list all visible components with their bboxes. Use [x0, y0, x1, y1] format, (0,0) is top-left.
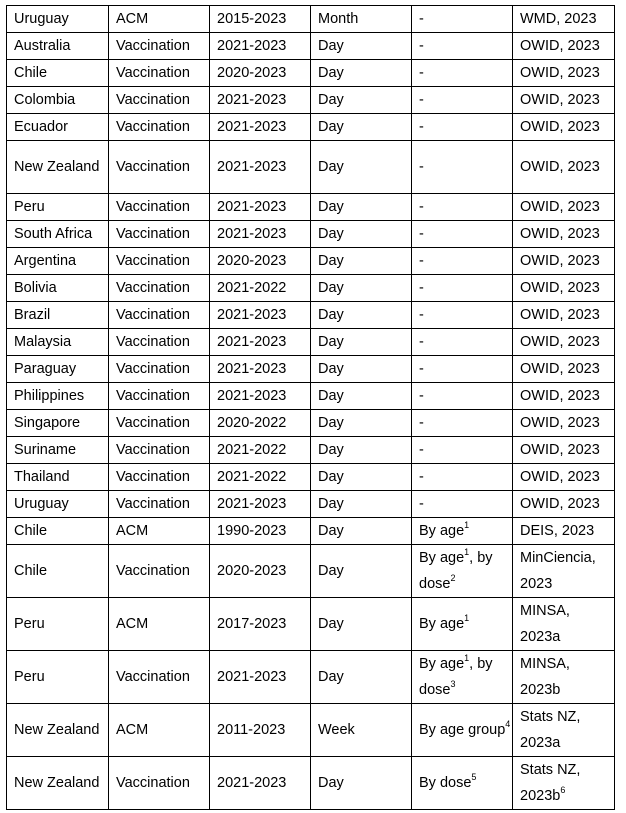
table-row — [7, 302, 615, 329]
source-cell: OWID, 2023 — [513, 383, 615, 410]
table-row — [7, 383, 615, 410]
data-type-cell: Vaccination — [109, 141, 210, 194]
data-type-cell: Vaccination — [109, 221, 210, 248]
period-cell: 2017-2023 — [210, 598, 311, 651]
stratification-text: By age — [419, 656, 465, 672]
stratification-cell: - — [412, 60, 513, 87]
country-cell: Paraguay — [7, 356, 109, 383]
stratification-cell: - — [412, 302, 513, 329]
data-type-cell: ACM — [109, 704, 210, 757]
stratification-cell: - — [412, 6, 513, 33]
country-cell: Singapore — [7, 410, 109, 437]
table-row — [7, 141, 615, 194]
data-type-cell: Vaccination — [109, 87, 210, 114]
table-row — [7, 464, 615, 491]
table-row — [7, 491, 615, 518]
country-cell: Uruguay — [7, 6, 109, 33]
data-type-cell: Vaccination — [109, 464, 210, 491]
country-cell: Chile — [7, 60, 109, 87]
resolution-cell: Day — [311, 221, 412, 248]
source-text: Stats NZ, 2023b — [520, 762, 581, 804]
footnote-marker: 5 — [471, 772, 477, 783]
period-cell: 2011-2023 — [210, 704, 311, 757]
period-cell: 2021-2023 — [210, 141, 311, 194]
table-row — [7, 437, 615, 464]
data-type-cell: Vaccination — [109, 33, 210, 60]
source-cell: OWID, 2023 — [513, 302, 615, 329]
data-type-cell: Vaccination — [109, 651, 210, 704]
resolution-cell: Day — [311, 545, 412, 598]
country-cell: Australia — [7, 33, 109, 60]
period-cell: 2021-2023 — [210, 194, 311, 221]
resolution-cell: Day — [311, 437, 412, 464]
period-cell: 2020-2022 — [210, 410, 311, 437]
table-row — [7, 704, 615, 757]
data-type-cell: Vaccination — [109, 437, 210, 464]
country-cell: Chile — [7, 545, 109, 598]
resolution-cell: Day — [311, 60, 412, 87]
stratification-cell: - — [412, 275, 513, 302]
source-cell: OWID, 2023 — [513, 464, 615, 491]
period-cell: 2021-2023 — [210, 221, 311, 248]
table-row — [7, 194, 615, 221]
country-cell: New Zealand — [7, 757, 109, 810]
period-cell: 2021-2022 — [210, 437, 311, 464]
stratification-text: , by dose — [419, 550, 493, 592]
source-cell: OWID, 2023 — [513, 491, 615, 518]
period-cell: 2021-2023 — [210, 383, 311, 410]
period-cell: 2021-2023 — [210, 302, 311, 329]
source-cell: MINSA, 2023b — [513, 651, 615, 704]
data-type-cell: Vaccination — [109, 757, 210, 810]
stratification-cell: - — [412, 33, 513, 60]
stratification-text: By age — [419, 523, 465, 539]
data-type-cell: Vaccination — [109, 275, 210, 302]
table-row — [7, 33, 615, 60]
resolution-cell: Day — [311, 275, 412, 302]
stratification-cell: - — [412, 329, 513, 356]
country-cell: Chile — [7, 518, 109, 545]
country-cell: Malaysia — [7, 329, 109, 356]
resolution-cell: Day — [311, 757, 412, 810]
country-cell: Brazil — [7, 302, 109, 329]
period-cell: 2021-2023 — [210, 33, 311, 60]
data-type-cell: Vaccination — [109, 329, 210, 356]
resolution-cell: Day — [311, 141, 412, 194]
country-cell: Suriname — [7, 437, 109, 464]
resolution-cell: Day — [311, 33, 412, 60]
stratification-cell: - — [412, 141, 513, 194]
country-cell: Peru — [7, 598, 109, 651]
table-row — [7, 114, 615, 141]
country-cell: New Zealand — [7, 141, 109, 194]
stratification-cell: - — [412, 356, 513, 383]
data-type-cell: Vaccination — [109, 114, 210, 141]
data-type-cell: ACM — [109, 518, 210, 545]
stratification-cell: - — [412, 410, 513, 437]
country-cell: Bolivia — [7, 275, 109, 302]
data-type-cell: Vaccination — [109, 248, 210, 275]
source-cell: OWID, 2023 — [513, 356, 615, 383]
data-type-cell: ACM — [109, 598, 210, 651]
stratification-text: By age — [419, 616, 465, 632]
resolution-cell: Day — [311, 356, 412, 383]
table-row — [7, 221, 615, 248]
table-row — [7, 60, 615, 87]
stratification-cell: - — [412, 437, 513, 464]
source-cell: OWID, 2023 — [513, 437, 615, 464]
country-cell: Peru — [7, 194, 109, 221]
resolution-cell: Day — [311, 410, 412, 437]
data-type-cell: ACM — [109, 6, 210, 33]
resolution-cell: Day — [311, 383, 412, 410]
stratification-cell: - — [412, 194, 513, 221]
source-cell: OWID, 2023 — [513, 194, 615, 221]
period-cell: 2020-2023 — [210, 545, 311, 598]
footnote-marker: 1 — [464, 547, 470, 558]
period-cell: 2021-2022 — [210, 464, 311, 491]
source-cell: OWID, 2023 — [513, 60, 615, 87]
country-cell: South Africa — [7, 221, 109, 248]
table-row — [7, 329, 615, 356]
country-cell: Argentina — [7, 248, 109, 275]
period-cell: 2015-2023 — [210, 6, 311, 33]
table-row — [7, 545, 615, 598]
period-cell: 2020-2023 — [210, 60, 311, 87]
period-cell: 2020-2023 — [210, 248, 311, 275]
stratification-cell: - — [412, 87, 513, 114]
stratification-cell — [412, 545, 513, 598]
resolution-cell: Day — [311, 302, 412, 329]
stratification-cell: - — [412, 248, 513, 275]
source-cell: OWID, 2023 — [513, 87, 615, 114]
table-row — [7, 248, 615, 275]
stratification-cell — [412, 518, 513, 545]
data-type-cell: Vaccination — [109, 545, 210, 598]
country-cell: Colombia — [7, 87, 109, 114]
source-cell: WMD, 2023 — [513, 6, 615, 33]
period-cell: 2021-2023 — [210, 757, 311, 810]
resolution-cell: Month — [311, 6, 412, 33]
stratification-cell: - — [412, 464, 513, 491]
source-cell: OWID, 2023 — [513, 275, 615, 302]
source-cell: Stats NZ, 2023a — [513, 704, 615, 757]
table-row — [7, 651, 615, 704]
stratification-cell: - — [412, 221, 513, 248]
resolution-cell: Day — [311, 87, 412, 114]
footnote-marker: 6 — [560, 785, 566, 796]
data-type-cell: Vaccination — [109, 194, 210, 221]
period-cell: 2021-2023 — [210, 356, 311, 383]
resolution-cell: Day — [311, 114, 412, 141]
stratification-cell — [412, 704, 513, 757]
country-cell: Philippines — [7, 383, 109, 410]
resolution-cell: Day — [311, 464, 412, 491]
resolution-cell: Day — [311, 651, 412, 704]
stratification-text: By age — [419, 550, 465, 566]
resolution-cell: Day — [311, 491, 412, 518]
resolution-cell: Week — [311, 704, 412, 757]
source-cell: OWID, 2023 — [513, 141, 615, 194]
footnote-marker: 3 — [450, 679, 456, 690]
period-cell: 2021-2023 — [210, 87, 311, 114]
stratification-cell: - — [412, 383, 513, 410]
stratification-cell: - — [412, 491, 513, 518]
data-type-cell: Vaccination — [109, 302, 210, 329]
stratification-cell — [412, 598, 513, 651]
data-type-cell: Vaccination — [109, 491, 210, 518]
stratification-cell — [412, 757, 513, 810]
source-cell: OWID, 2023 — [513, 248, 615, 275]
resolution-cell: Day — [311, 248, 412, 275]
table-row — [7, 757, 615, 810]
country-cell: Uruguay — [7, 491, 109, 518]
period-cell: 1990-2023 — [210, 518, 311, 545]
source-cell: MINSA, 2023a — [513, 598, 615, 651]
stratification-cell — [412, 651, 513, 704]
period-cell: 2021-2023 — [210, 329, 311, 356]
resolution-cell: Day — [311, 194, 412, 221]
footnote-marker: 1 — [464, 653, 470, 664]
source-cell: OWID, 2023 — [513, 221, 615, 248]
resolution-cell: Day — [311, 518, 412, 545]
table-row — [7, 598, 615, 651]
period-cell: 2021-2023 — [210, 114, 311, 141]
stratification-text: By age group — [419, 722, 506, 738]
source-cell: DEIS, 2023 — [513, 518, 615, 545]
data-sources-table — [6, 5, 615, 810]
table-row — [7, 6, 615, 33]
table-row — [7, 518, 615, 545]
data-type-cell: Vaccination — [109, 356, 210, 383]
table-row — [7, 356, 615, 383]
source-cell: OWID, 2023 — [513, 329, 615, 356]
stratification-text: , by dose — [419, 656, 493, 698]
data-type-cell: Vaccination — [109, 410, 210, 437]
period-cell: 2021-2023 — [210, 651, 311, 704]
country-cell: Peru — [7, 651, 109, 704]
stratification-text: By dose — [419, 775, 472, 791]
table-row — [7, 87, 615, 114]
source-cell: OWID, 2023 — [513, 33, 615, 60]
resolution-cell: Day — [311, 329, 412, 356]
data-type-cell: Vaccination — [109, 383, 210, 410]
data-type-cell: Vaccination — [109, 60, 210, 87]
source-cell: MinCiencia, 2023 — [513, 545, 615, 598]
resolution-cell: Day — [311, 598, 412, 651]
stratification-cell: - — [412, 114, 513, 141]
country-cell: Thailand — [7, 464, 109, 491]
source-cell: OWID, 2023 — [513, 410, 615, 437]
footnote-marker: 1 — [464, 613, 470, 624]
source-cell: OWID, 2023 — [513, 114, 615, 141]
table-row — [7, 410, 615, 437]
source-cell — [513, 757, 615, 810]
period-cell: 2021-2022 — [210, 275, 311, 302]
footnote-marker: 4 — [505, 719, 511, 730]
country-cell: New Zealand — [7, 704, 109, 757]
footnote-marker: 1 — [464, 520, 470, 531]
table-row — [7, 275, 615, 302]
period-cell: 2021-2023 — [210, 491, 311, 518]
footnote-marker: 2 — [450, 573, 456, 584]
country-cell: Ecuador — [7, 114, 109, 141]
